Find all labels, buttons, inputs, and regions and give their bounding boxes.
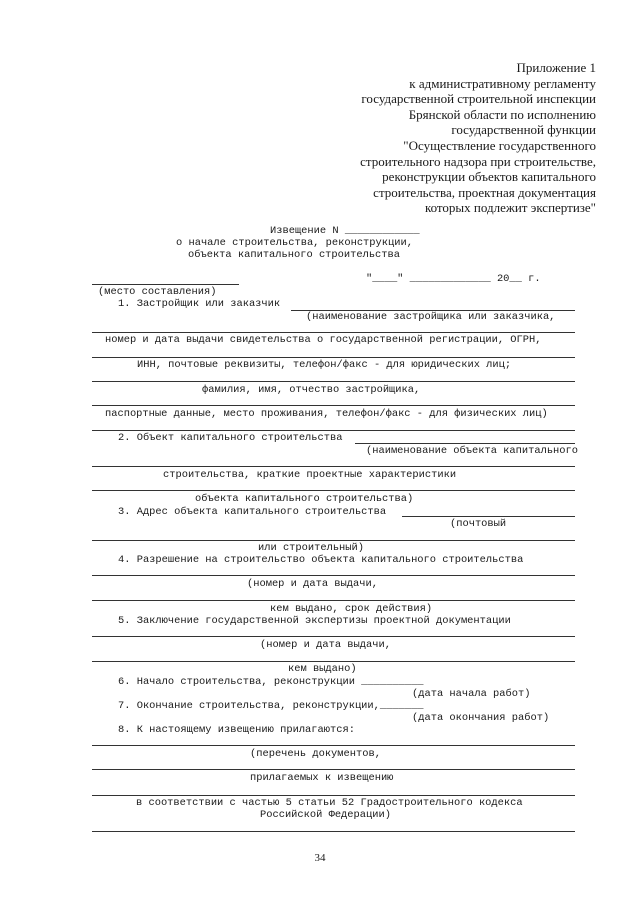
date-field: "____" _____________ 20__ г. (366, 273, 541, 285)
notice-subtitle: объекта капитального строительства (188, 249, 401, 261)
notice-title: Извещение N ____________ (270, 225, 420, 237)
item-8-caption: Российской Федерации) (260, 809, 391, 821)
appendix-line: государственной функции (451, 122, 596, 138)
appendix-line: которых подлежит экспертизе" (424, 200, 596, 216)
item-8-caption: прилагаемых к извещению (250, 772, 394, 784)
field-line (92, 430, 575, 431)
place-field-line (92, 284, 239, 285)
appendix-line: государственной строительной инспекции (361, 91, 596, 107)
item-4-label: 4. Разрешение на строительство объекта капитального строительства (118, 554, 524, 566)
item-2-label: 2. Объект капитального строительства (118, 432, 343, 444)
item-4-caption: (номер и дата выдачи, (247, 578, 378, 590)
item-7-label: 7. Окончание строительства, реконструкции,_______ (118, 700, 424, 712)
place-caption: (место составления) (98, 286, 217, 298)
item-5-caption: (номер и дата выдачи, (260, 639, 391, 651)
appendix-line: реконструкции объектов капитального (382, 169, 596, 185)
item-1-caption: номер и дата выдачи свидетельства о государственной регистрации, ОГРН, (105, 334, 542, 346)
item-8-label: 8. К настоящему извещению прилагаются: (118, 724, 355, 736)
appendix-line: Приложение 1 (516, 60, 596, 75)
field-line (92, 540, 575, 541)
item-2-caption: (наименование объекта капитального (366, 445, 579, 457)
item-2-caption: строительства, краткие проектные характеристики (163, 469, 457, 481)
field-line (92, 831, 575, 832)
item-1-caption: паспортные данные, место проживания, телефон/факс - для физических лиц) (105, 408, 548, 420)
field-line (92, 575, 575, 576)
item-8-caption: в соответствии с частью 5 статьи 52 Градостроительного кодекса (136, 797, 523, 809)
field-line (92, 332, 575, 333)
item-3-caption: (почтовый (450, 518, 507, 530)
appendix-line: "Осуществление государственного (403, 137, 596, 153)
field-line (92, 745, 575, 746)
appendix-line: строительного надзора при строительстве, (360, 153, 596, 169)
item-4-caption: кем выдано, срок действия) (270, 603, 433, 615)
field-line (92, 381, 575, 382)
field-line (355, 443, 575, 444)
notice-subtitle: о начале строительства, реконструкции, (176, 237, 413, 249)
page-number: 34 (314, 852, 326, 864)
item-6-label: 6. Начало строительства, реконструкции __________ (118, 676, 424, 688)
field-line (92, 769, 575, 770)
appendix-line: строительства, проектная документация (373, 184, 596, 200)
item-1-caption: (наименование застройщика или заказчика, (306, 311, 556, 323)
item-5-label: 5. Заключение государственной экспертизы проектной документации (118, 615, 511, 627)
item-6-caption: (дата начала работ) (412, 688, 531, 700)
field-line (92, 636, 575, 637)
field-line (92, 490, 575, 491)
item-1-caption: фамилия, имя, отчество застройщика, (202, 384, 421, 396)
item-8-caption: (перечень документов, (250, 748, 381, 760)
item-1-label: 1. Застройщик или заказчик (118, 298, 281, 310)
item-3-caption: или строительный) (258, 542, 365, 554)
item-5-caption: кем выдано) (288, 663, 357, 675)
appendix-line: к административному регламенту (409, 75, 596, 91)
appendix-header (306, 60, 596, 216)
item-7-caption: (дата окончания работ) (412, 712, 550, 724)
item-2-caption: объекта капитального строительства) (195, 493, 414, 505)
field-line (402, 516, 575, 517)
field-line (92, 600, 575, 601)
appendix-line: Брянской области по исполнению (408, 106, 596, 122)
field-line (92, 405, 575, 406)
item-1-caption: ИНН, почтовые реквизиты, телефон/факс - для юридических лиц; (137, 359, 512, 371)
field-line (92, 795, 575, 796)
field-line (92, 466, 575, 467)
field-line (92, 357, 575, 358)
field-line (92, 661, 575, 662)
item-3-label: 3. Адрес объекта капитального строительства (118, 506, 387, 518)
